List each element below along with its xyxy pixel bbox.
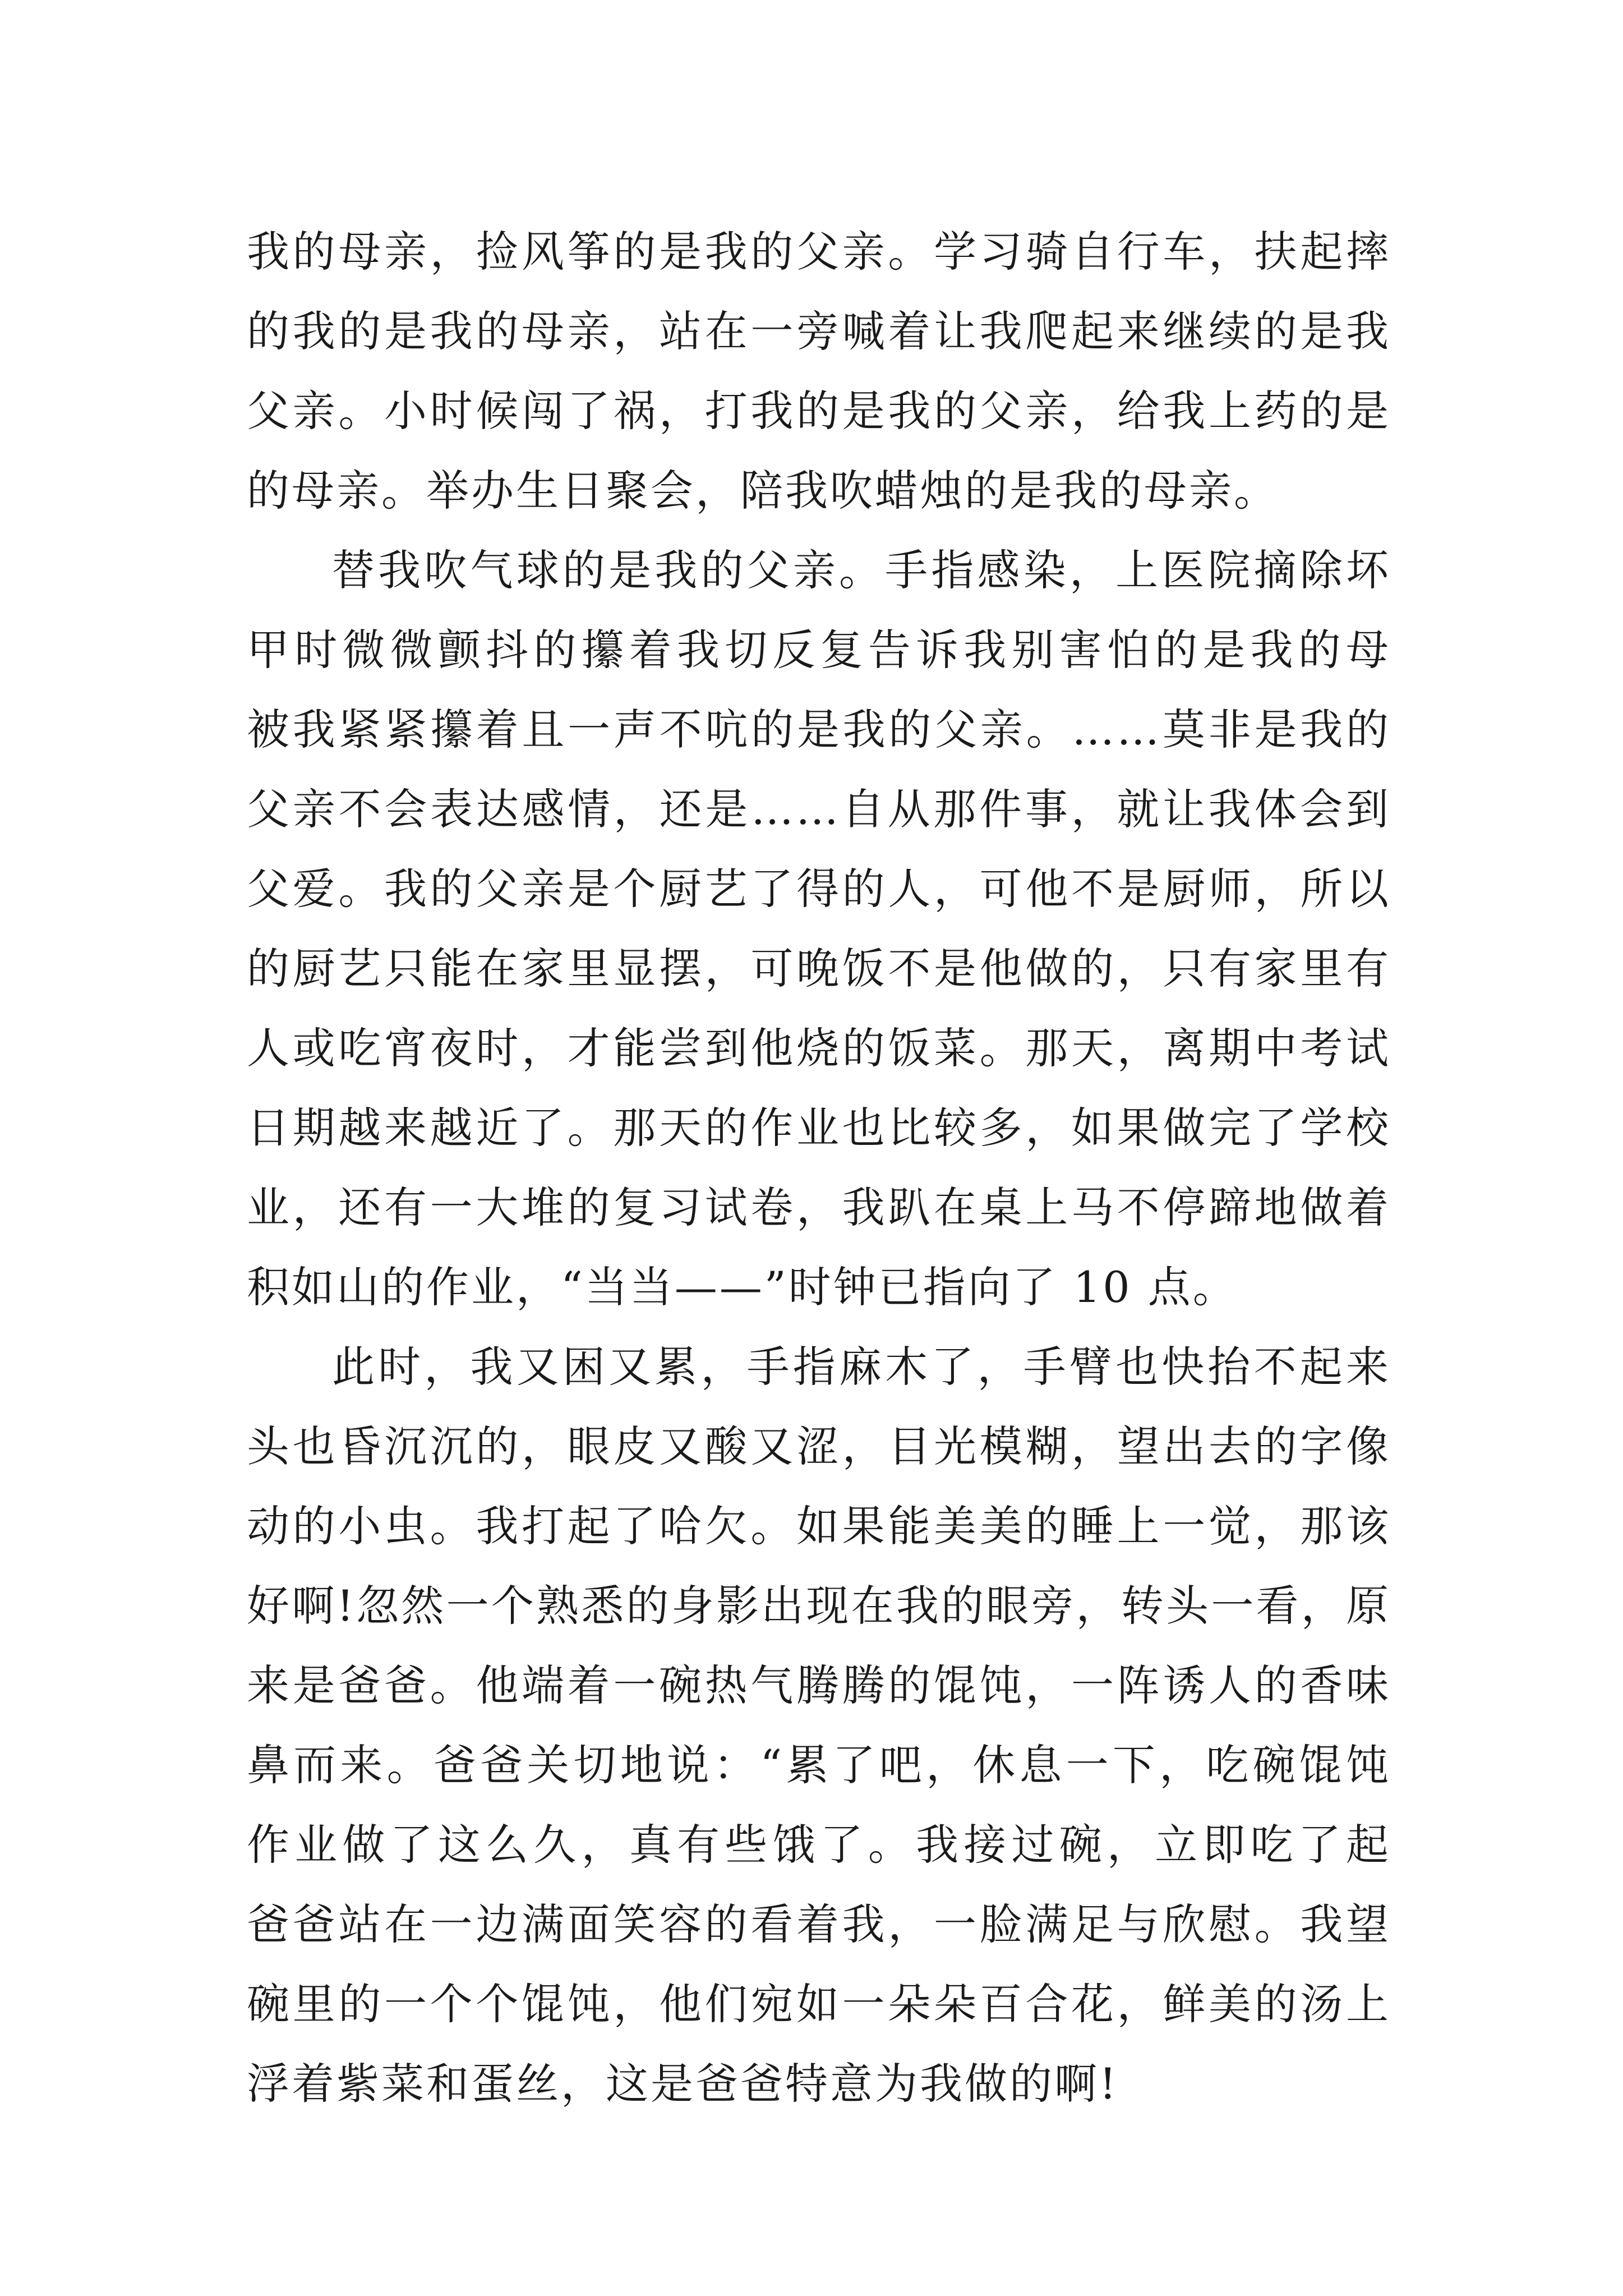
text-line: 被我紧紧攥着且一声不吭的是我的父亲。……莫非是我的 xyxy=(247,705,1391,754)
text-line: 动的小虫。我打起了哈欠。如果能美美的睡上一觉，那该 xyxy=(247,1501,1391,1551)
text-line: 人或吃宵夜时，才能尝到他烧的饭菜。那天，离期中考试 xyxy=(247,1023,1391,1073)
text-line: 父亲。小时候闯了祸，打我的是我的父亲，给我上药的是 xyxy=(247,386,1391,436)
text-line: 来是爸爸。他端着一碗热气腾腾的馄饨，一阵诱人的香味 xyxy=(247,1660,1391,1710)
text-line: 头也昏沉沉的，眼皮又酸又涩，目光模糊，望出去的字像 xyxy=(247,1421,1391,1471)
text-line: 爸爸站在一边满面笑容的看着我，一脸满足与欣慰。我望 xyxy=(247,1899,1391,1949)
text-line: 鼻而来。爸爸关切地说：“累了吧，休息一下，吃碗馄饨 xyxy=(247,1740,1391,1790)
paragraph-first-line: 替我吹气球的是我的父亲。手指感染，上医院摘除坏 xyxy=(332,545,1391,595)
text-line: 我的母亲，捡风筝的是我的父亲。学习骑自行车，扶起摔 xyxy=(247,227,1391,277)
text-line: 浮着紫菜和蛋丝，这是爸爸特意为我做的啊! xyxy=(247,2059,1119,2109)
text-line: 的母亲。举办生日聚会，陪我吹蜡烛的是我的母亲。 xyxy=(247,466,1279,516)
text-line: 作业做了这么久，真有些饿了。我接过碗，立即吃了起 xyxy=(247,1820,1391,1870)
text-line: 父亲不会表达感情，还是……自从那件事，就让我体会到 xyxy=(247,784,1391,834)
text-line: 日期越来越近了。那天的作业也比较多，如果做完了学校 xyxy=(247,1103,1391,1153)
text-line: 业，还有一大堆的复习试卷，我趴在桌上马不停蹄地做着 xyxy=(247,1182,1391,1232)
essay-body xyxy=(247,212,1391,2124)
paragraph-first-line: 此时，我又困又累，手指麻木了，手臂也快抬不起来 xyxy=(332,1342,1391,1392)
text-line: 的我的是我的母亲，站在一旁喊着让我爬起来继续的是我 xyxy=(247,306,1391,356)
text-line: 好啊!忽然一个熟悉的身影出现在我的眼旁，转头一看，原 xyxy=(247,1581,1391,1631)
text-line: 父爱。我的父亲是个厨艺了得的人，可他不是厨师，所以 xyxy=(247,864,1391,914)
text-line: 的厨艺只能在家里显摆，可晚饭不是他做的，只有家里有 xyxy=(247,944,1391,993)
text-line: 积如山的作业，“当当——”时钟已指向了 10 点。 xyxy=(247,1262,1238,1312)
text-line: 碗里的一个个馄饨，他们宛如一朵朵百合花，鲜美的汤上 xyxy=(247,1979,1391,2029)
text-line: 甲时微微颤抖的攥着我切反复告诉我别害怕的是我的母 xyxy=(247,625,1391,675)
